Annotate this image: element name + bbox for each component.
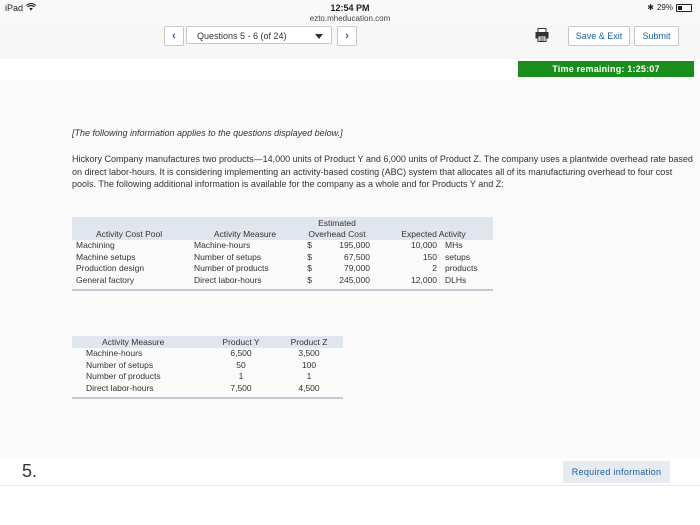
unit-cell: setups <box>445 251 471 262</box>
header-pool: Activity Cost Pool <box>96 229 163 239</box>
product-y-cell: 50 <box>236 359 246 370</box>
table-row <box>72 275 493 291</box>
header-product-y: Product Y <box>222 337 260 347</box>
toolbar <box>0 26 700 59</box>
product-y-cell: 6,500 <box>230 348 252 358</box>
print-icon[interactable] <box>535 28 549 42</box>
problem-paragraph: Hickory Company manufactures two products—14,000 units of Product Y and 6,000 units of Product Z. The company uses a plantwide overhead rate based on direct labor-hours. It is considering implementing an activity-based costing (ABC) system that allocates all of its manufacturing overhead to four cost pools. The following additional information is available for the company as a whole and for Products Y and Z: <box>72 154 693 189</box>
intro-note: [The following information applies to the questions displayed below.] <box>72 128 343 138</box>
question-number: 5. <box>22 461 38 481</box>
pool-cell: Machine setups <box>76 251 136 262</box>
unit-cell: products <box>445 263 478 273</box>
bluetooth-icon: ✱ <box>647 3 654 12</box>
cost-pool-table <box>72 217 493 291</box>
pool-cell: Production design <box>76 263 145 273</box>
cost-cell: 195,000 <box>339 240 370 250</box>
header-overhead: Estimated Overhead Cost <box>308 218 366 239</box>
clock: 12:54 PM <box>330 3 370 13</box>
product-y-cell: 7,500 <box>207 383 275 399</box>
pool-cell: Machining <box>76 240 115 250</box>
device-name: iPad <box>5 3 24 13</box>
table-header-row <box>72 217 493 240</box>
required-information-button[interactable]: Required information <box>563 461 670 483</box>
table-row <box>72 263 493 275</box>
header-product-z: Product Z <box>290 337 328 347</box>
page-url: ezto.mheducation.com <box>309 14 391 23</box>
table-row <box>72 252 493 264</box>
cost-cell: 245,000 <box>316 275 374 291</box>
table-header-row <box>72 336 343 348</box>
measure-cell: Machine-hours <box>194 240 251 250</box>
measure-cell: Number of products <box>86 371 161 381</box>
product-z-cell: 100 <box>301 359 317 370</box>
battery-status <box>647 3 692 12</box>
measure-cell: Direct labor-hours <box>190 275 300 291</box>
cost-cell: 67,500 <box>344 251 370 262</box>
product-y-cell: 1 <box>238 371 244 381</box>
cost-cell: 79,000 <box>344 263 370 273</box>
next-question-button[interactable]: › <box>337 26 357 46</box>
question-footer <box>0 458 700 525</box>
table-row <box>72 240 493 252</box>
qty-cell: 150 <box>422 251 437 262</box>
currency-cell: $ <box>307 263 312 273</box>
qty-cell: 10,000 <box>411 240 437 250</box>
product-z-cell: 1 <box>306 371 312 381</box>
measure-cell: Number of setups <box>194 251 262 262</box>
question-selector[interactable] <box>186 26 332 44</box>
product-activity-table <box>72 336 343 399</box>
table-row <box>72 383 343 399</box>
unit-cell: MHs <box>445 240 463 250</box>
battery-icon <box>676 4 692 12</box>
currency-cell: $ <box>307 240 312 250</box>
status-bar <box>0 0 700 26</box>
table-row <box>72 360 343 372</box>
measure-cell: Direct labor-hours <box>72 383 207 399</box>
currency-cell: $ <box>307 251 312 262</box>
table-row <box>72 348 343 360</box>
caret-down-icon <box>315 34 323 39</box>
prev-question-button[interactable]: ‹ <box>164 26 184 46</box>
table-row <box>72 371 343 383</box>
header-activity-measure: Activity Measure <box>102 337 165 347</box>
pool-cell: General factory <box>72 275 190 291</box>
measure-cell: Number of setups <box>86 359 154 370</box>
qty-cell: 12,000 <box>374 275 441 291</box>
measure-cell: Machine-hours <box>86 348 143 358</box>
product-z-cell: 4,500 <box>275 383 343 399</box>
battery-percent: 29% <box>656 3 673 12</box>
unit-cell: DLHs <box>441 275 493 291</box>
time-remaining-banner: Time remaining: 1:25:07 <box>518 61 694 77</box>
measure-cell: Number of products <box>194 263 269 273</box>
currency-cell: $ <box>300 275 316 291</box>
qty-cell: 2 <box>432 263 437 273</box>
question-content <box>0 80 700 458</box>
header-measure: Activity Measure <box>213 229 277 239</box>
header-expected: Expected Activity <box>401 229 466 239</box>
product-z-cell: 3,500 <box>298 348 320 358</box>
submit-button[interactable]: Submit <box>634 26 679 46</box>
save-exit-button[interactable]: Save & Exit <box>568 26 630 46</box>
divider <box>0 485 700 486</box>
question-selector-label: Questions 5 - 6 (of 24) <box>197 31 287 41</box>
